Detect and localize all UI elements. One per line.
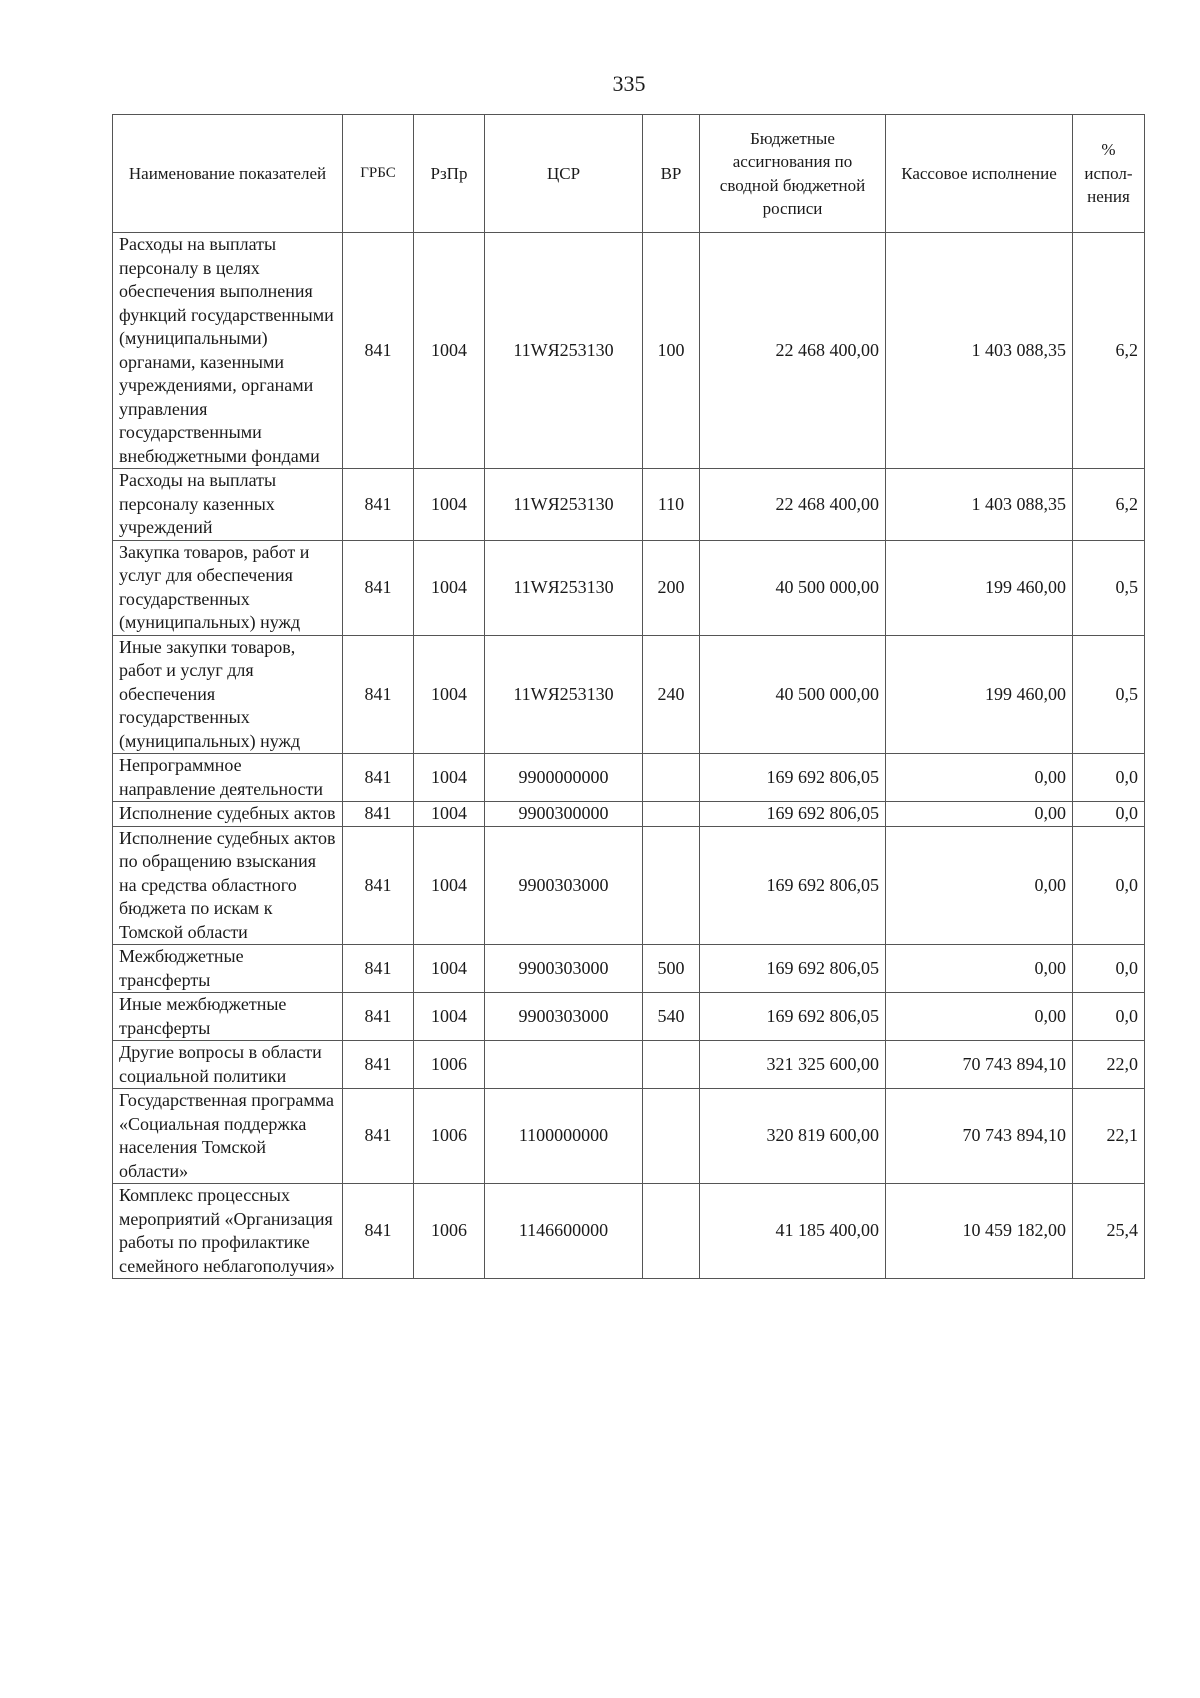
cell-assignments: 169 692 806,05 xyxy=(700,754,886,802)
cell-rzpr: 1004 xyxy=(414,802,485,827)
cell-assignments: 320 819 600,00 xyxy=(700,1089,886,1184)
cell-vr: 540 xyxy=(643,993,700,1041)
cell-percent: 0,0 xyxy=(1073,945,1145,993)
cell-assignments: 40 500 000,00 xyxy=(700,635,886,754)
table-row xyxy=(113,233,1145,469)
cell-assignments: 169 692 806,05 xyxy=(700,826,886,945)
header-grbs: ГРБС xyxy=(343,115,414,233)
cell-assignments: 169 692 806,05 xyxy=(700,993,886,1041)
table-row xyxy=(113,1041,1145,1089)
cell-grbs: 841 xyxy=(343,945,414,993)
cell-assignments: 40 500 000,00 xyxy=(700,540,886,635)
table-row xyxy=(113,826,1145,945)
cell-grbs: 841 xyxy=(343,469,414,541)
table-row xyxy=(113,802,1145,827)
cell-percent: 0,5 xyxy=(1073,635,1145,754)
cell-assignments: 169 692 806,05 xyxy=(700,945,886,993)
cell-name: Закупка товаров, работ и услуг для обеспечения государственных (муниципальных) нужд xyxy=(113,540,343,635)
cell-percent: 6,2 xyxy=(1073,233,1145,469)
cell-grbs: 841 xyxy=(343,540,414,635)
cell-rzpr: 1004 xyxy=(414,233,485,469)
cell-vr: 200 xyxy=(643,540,700,635)
cell-assignments: 169 692 806,05 xyxy=(700,802,886,827)
cell-grbs: 841 xyxy=(343,1041,414,1089)
cell-percent: 22,0 xyxy=(1073,1041,1145,1089)
cell-cash-execution: 1 403 088,35 xyxy=(886,233,1073,469)
table-row xyxy=(113,469,1145,541)
cell-vr xyxy=(643,1089,700,1184)
cell-cash-execution: 0,00 xyxy=(886,945,1073,993)
table-row xyxy=(113,1089,1145,1184)
cell-rzpr: 1004 xyxy=(414,754,485,802)
cell-vr: 110 xyxy=(643,469,700,541)
cell-csr: 9900000000 xyxy=(485,754,643,802)
cell-percent: 22,1 xyxy=(1073,1089,1145,1184)
cell-grbs: 841 xyxy=(343,1089,414,1184)
table-row xyxy=(113,1184,1145,1279)
cell-name: Расходы на выплаты персоналу казенных учреждений xyxy=(113,469,343,541)
table-row xyxy=(113,754,1145,802)
cell-name: Государственная программа «Социальная поддержка населения Томской области» xyxy=(113,1089,343,1184)
cell-vr xyxy=(643,802,700,827)
cell-grbs: 841 xyxy=(343,826,414,945)
cell-assignments: 321 325 600,00 xyxy=(700,1041,886,1089)
cell-rzpr: 1004 xyxy=(414,945,485,993)
cell-grbs: 841 xyxy=(343,233,414,469)
cell-percent: 0,5 xyxy=(1073,540,1145,635)
table-row xyxy=(113,635,1145,754)
cell-csr xyxy=(485,1041,643,1089)
cell-cash-execution: 0,00 xyxy=(886,826,1073,945)
cell-cash-execution: 199 460,00 xyxy=(886,540,1073,635)
cell-name: Исполнение судебных актов xyxy=(113,802,343,827)
cell-name: Иные закупки товаров, работ и услуг для обеспечения государственных (муниципальных) нужд xyxy=(113,635,343,754)
cell-rzpr: 1004 xyxy=(414,993,485,1041)
header-csr: ЦСР xyxy=(485,115,643,233)
cell-csr: 11WЯ253130 xyxy=(485,469,643,541)
cell-cash-execution: 0,00 xyxy=(886,993,1073,1041)
header-vr: ВР xyxy=(643,115,700,233)
cell-vr: 240 xyxy=(643,635,700,754)
cell-grbs: 841 xyxy=(343,802,414,827)
header-name: Наименование показателей xyxy=(113,115,343,233)
cell-csr: 1146600000 xyxy=(485,1184,643,1279)
cell-csr: 9900303000 xyxy=(485,993,643,1041)
cell-percent: 0,0 xyxy=(1073,754,1145,802)
cell-name: Расходы на выплаты персоналу в целях обеспечения выполнения функций государственными (муниципальными) органами, казенными учреждениями, органами управления государственными внебюджетными фондами xyxy=(113,233,343,469)
header-percent: % испол-нения xyxy=(1073,115,1145,233)
cell-cash-execution: 70 743 894,10 xyxy=(886,1041,1073,1089)
cell-name: Непрограммное направление деятельности xyxy=(113,754,343,802)
table-header-row xyxy=(113,115,1145,233)
page-number: 335 xyxy=(612,71,646,96)
cell-grbs: 841 xyxy=(343,1184,414,1279)
cell-name: Иные межбюджетные трансферты xyxy=(113,993,343,1041)
cell-vr xyxy=(643,754,700,802)
header-assignments: Бюджетные ассигнования по сводной бюджетной росписи xyxy=(700,115,886,233)
cell-cash-execution: 199 460,00 xyxy=(886,635,1073,754)
cell-name: Комплекс процессных мероприятий «Организация работы по профилактике семейного неблагополучия» xyxy=(113,1184,343,1279)
cell-csr: 1100000000 xyxy=(485,1089,643,1184)
cell-name: Межбюджетные трансферты xyxy=(113,945,343,993)
cell-vr: 500 xyxy=(643,945,700,993)
cell-cash-execution: 0,00 xyxy=(886,754,1073,802)
cell-rzpr: 1004 xyxy=(414,635,485,754)
cell-rzpr: 1006 xyxy=(414,1041,485,1089)
header-cash-execution: Кассовое исполнение xyxy=(886,115,1073,233)
cell-csr: 11WЯ253130 xyxy=(485,540,643,635)
cell-grbs: 841 xyxy=(343,754,414,802)
cell-grbs: 841 xyxy=(343,993,414,1041)
cell-cash-execution: 1 403 088,35 xyxy=(886,469,1073,541)
cell-csr: 9900300000 xyxy=(485,802,643,827)
cell-rzpr: 1004 xyxy=(414,469,485,541)
cell-cash-execution: 0,00 xyxy=(886,802,1073,827)
cell-csr: 11WЯ253130 xyxy=(485,635,643,754)
table-row xyxy=(113,540,1145,635)
cell-vr xyxy=(643,1041,700,1089)
cell-percent: 0,0 xyxy=(1073,826,1145,945)
cell-assignments: 22 468 400,00 xyxy=(700,233,886,469)
cell-vr xyxy=(643,1184,700,1279)
table-body xyxy=(113,233,1145,1279)
cell-csr: 11WЯ253130 xyxy=(485,233,643,469)
cell-vr: 100 xyxy=(643,233,700,469)
cell-percent: 6,2 xyxy=(1073,469,1145,541)
cell-cash-execution: 70 743 894,10 xyxy=(886,1089,1073,1184)
cell-name: Исполнение судебных актов по обращению взыскания на средства областного бюджета по искам к Томской области xyxy=(113,826,343,945)
cell-percent: 0,0 xyxy=(1073,802,1145,827)
cell-grbs: 841 xyxy=(343,635,414,754)
cell-name: Другие вопросы в области социальной политики xyxy=(113,1041,343,1089)
cell-rzpr: 1004 xyxy=(414,540,485,635)
cell-vr xyxy=(643,826,700,945)
cell-rzpr: 1004 xyxy=(414,826,485,945)
cell-assignments: 41 185 400,00 xyxy=(700,1184,886,1279)
cell-percent: 25,4 xyxy=(1073,1184,1145,1279)
cell-cash-execution: 10 459 182,00 xyxy=(886,1184,1073,1279)
cell-assignments: 22 468 400,00 xyxy=(700,469,886,541)
table-row xyxy=(113,945,1145,993)
cell-rzpr: 1006 xyxy=(414,1184,485,1279)
budget-table xyxy=(112,114,1145,1279)
table-row xyxy=(113,993,1145,1041)
header-rzpr: РзПр xyxy=(414,115,485,233)
cell-rzpr: 1006 xyxy=(414,1089,485,1184)
cell-csr: 9900303000 xyxy=(485,945,643,993)
cell-csr: 9900303000 xyxy=(485,826,643,945)
cell-percent: 0,0 xyxy=(1073,993,1145,1041)
